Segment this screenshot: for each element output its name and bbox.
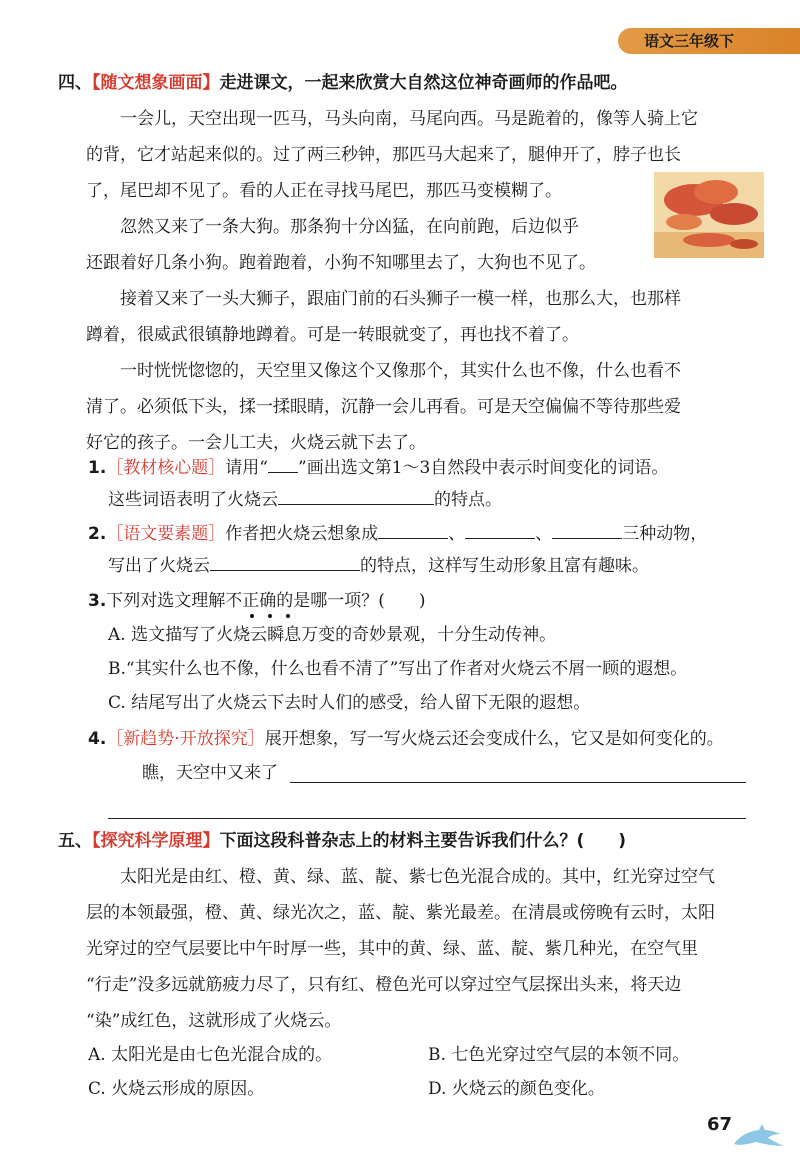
page-number: 67 (707, 1114, 733, 1135)
question-text: 写出了火烧云 (108, 556, 210, 576)
answer-line[interactable] (290, 782, 746, 783)
question-tag: ［新趋势·开放探究］ (106, 729, 265, 749)
question-text: 请用“ (225, 458, 268, 478)
question-number: 2. (88, 524, 107, 544)
question-2-line2 (108, 550, 649, 581)
option-c[interactable]: C. 结尾写出了火烧云下去时人们的感受，给人留下无限的遐想。 (108, 693, 591, 713)
passage-line: 蹲着，很威武很镇静地蹲着。可是一转眼就变了，再也找不着了。 (86, 325, 579, 345)
fire-cloud-illustration (654, 172, 764, 258)
option-a[interactable]: A. 太阳光是由七色光混合成的。 (88, 1045, 333, 1065)
section-5-heading (58, 826, 626, 856)
question-number: 1. (88, 458, 107, 478)
answer-blank[interactable] (210, 550, 360, 571)
section-5-title: 下面这段科普杂志上的材料主要告诉我们什么？( ) (219, 831, 627, 851)
question-3 (88, 586, 426, 616)
answer-blank[interactable] (552, 518, 622, 539)
question-number: 4. (88, 729, 107, 749)
question-text: 的特点。 (434, 490, 502, 510)
passage-line: 清了。必须低下头，揉一揉眼睛，沉静一会儿再看。可是天空偏偏不等待那些爱 (86, 397, 681, 417)
question-1 (88, 452, 668, 483)
underline-marker (268, 452, 298, 473)
passage-line: 光穿过的空气层要比中午时厚一些，其中的黄、绿、蓝、靛、紫几种光，在空气里 (86, 939, 698, 959)
passage-line: 一会儿，天空出现一匹马，马头向南，马尾向西。马是跪着的，像等人骑上它 (120, 109, 698, 129)
passage-line: 了，尾巴却不见了。看的人正在寻找马尾巴，那匹马变模糊了。 (86, 181, 562, 201)
passage-line: “行走”没多远就筋疲力尽了，只有红、橙色光可以穿过空气层探出头来，将天边 (86, 975, 682, 995)
option-c[interactable]: C. 火烧云形成的原因。 (88, 1079, 265, 1099)
option-b[interactable]: B.“其实什么也不像，什么也看不清了”写出了作者对火烧云不屑一顾的遐想。 (108, 659, 688, 679)
question-number: 3. (88, 591, 107, 611)
question-tag: ［教材核心题］ (106, 458, 226, 478)
option-d[interactable]: D. 火烧云的颜色变化。 (428, 1079, 605, 1099)
question-2 (88, 518, 707, 549)
section-4-tag: 【随文想象画面】 (92, 73, 220, 93)
emphasis-dot (268, 614, 272, 618)
answer-blank[interactable] (278, 484, 434, 505)
answer-line[interactable] (108, 818, 746, 819)
option-b[interactable]: B. 七色光穿过空气层的本领不同。 (428, 1045, 690, 1065)
answer-starter: 瞧，天空中又来了 (142, 763, 278, 783)
question-text: 的特点，这样写生动形象且富有趣味。 (360, 556, 649, 576)
answer-blank[interactable] (465, 518, 535, 539)
passage-line: 忽然又来了一条大狗。那条狗十分凶猛，在向前跑，后边似乎 (120, 217, 579, 237)
section-4-title: 走进课文，一起来欣赏大自然这位神奇画师的作品吧。 (219, 73, 628, 93)
passage-line: 接着又来了一头大狮子，跟庙门前的石头狮子一模一样，也那么大，也那样 (120, 289, 681, 309)
option-a[interactable]: A. 选文描写了火烧云瞬息万变的奇妙景观，十分生动传神。 (108, 625, 557, 645)
passage-line: 一时恍恍惚惚的，天空里又像这个又像那个，其实什么也不像，什么也看不 (120, 361, 681, 381)
passage-line: 层的本领最强，橙、黄、绿光次之，蓝、靛、紫光最差。在清晨或傍晚有云时，太阳 (86, 903, 715, 923)
emphasis-dot (250, 614, 254, 618)
question-text: 这些词语表明了火烧云 (108, 490, 278, 510)
passage-line: 好它的孩子。一会儿工夫，火烧云就下去了。 (86, 433, 426, 453)
passage-line: 的背，它才站起来似的。过了两三秒钟，那匹马大起来了，腿伸开了，脖子也长 (86, 145, 681, 165)
question-text: ”画出选文第1～3自然段中表示时间变化的词语。 (298, 458, 669, 478)
passage-line: “染”成红色，这就形成了火烧云。 (86, 1011, 342, 1031)
answer-blank[interactable] (378, 518, 448, 539)
separator: 、 (535, 524, 553, 544)
passage-line: 还跟着好几条小狗。跑着跑着，小狗不知哪里去了，大狗也不见了。 (86, 253, 596, 273)
section-4-heading (58, 68, 628, 98)
separator: 、 (448, 524, 466, 544)
question-text: 三种动物， (622, 524, 708, 544)
question-tag: ［语文要素题］ (106, 524, 226, 544)
dolphin-icon (730, 1122, 788, 1152)
question-text: 下列对选文理解不正确的是哪一项？( ) (106, 591, 426, 611)
emphasis-dot (286, 614, 290, 618)
question-1-line2 (108, 484, 502, 515)
question-4 (88, 724, 724, 754)
passage-line: 太阳光是由红、橙、黄、绿、蓝、靛、紫七色光混合成的。其中，红光穿过空气 (120, 867, 715, 887)
section-5-tag: 【探究科学原理】 (92, 831, 220, 851)
question-text: 展开想象，写一写火烧云还会变成什么，它又是如何变化的。 (264, 729, 724, 749)
section-4-number: 四、 (58, 73, 92, 93)
book-label: 语文三年级下 (618, 28, 800, 54)
section-5-number: 五、 (58, 831, 92, 851)
question-text: 作者把火烧云想象成 (225, 524, 379, 544)
